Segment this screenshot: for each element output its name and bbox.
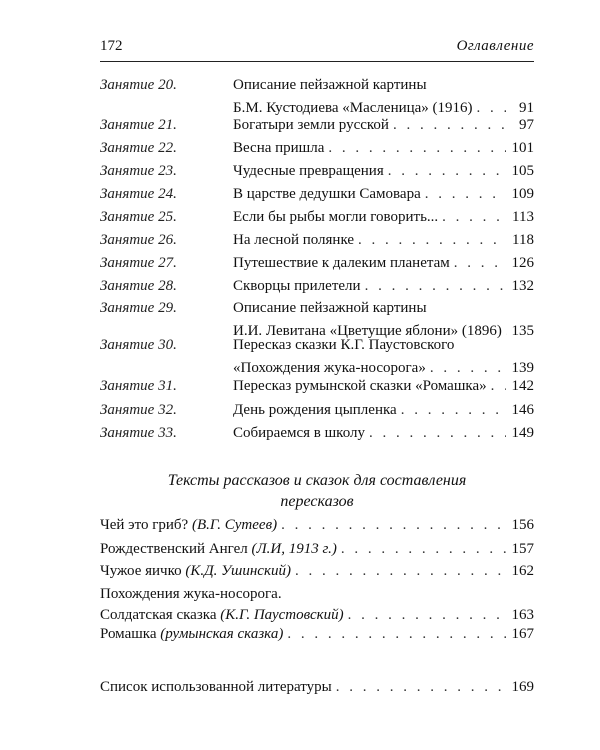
lesson-title: И.И. Левитана «Цветущие яблони» (1896) bbox=[233, 323, 502, 339]
toc-entry-lesson-29[interactable] bbox=[100, 299, 534, 339]
page-header bbox=[100, 38, 534, 60]
lesson-title: Путешествие к далеким планетам bbox=[233, 255, 450, 271]
lesson-number: Занятие 32. bbox=[100, 402, 177, 418]
toc-entry-text-2[interactable] bbox=[100, 540, 534, 559]
toc-entry-lesson-30[interactable] bbox=[100, 336, 534, 376]
leader-dots bbox=[393, 116, 506, 135]
lesson-title: На лесной полянке bbox=[233, 232, 355, 248]
page-ref: 118 bbox=[512, 232, 534, 248]
leader-dots bbox=[388, 162, 506, 181]
lesson-number: Занятие 28. bbox=[100, 278, 177, 294]
leader-dots bbox=[336, 678, 506, 697]
leader-dots bbox=[430, 359, 506, 378]
toc-entry-text-4[interactable] bbox=[100, 585, 534, 625]
text-author: (К.Г. Паустовский) bbox=[220, 607, 344, 623]
page-ref: 126 bbox=[511, 255, 534, 271]
text-title: Ромашка bbox=[100, 626, 157, 642]
lesson-title: Пересказ румынской сказки «Ромашка» bbox=[233, 378, 487, 394]
leader-dots bbox=[287, 625, 506, 644]
bibliography-title: Список использованной литературы bbox=[100, 679, 332, 695]
page-ref: 91 bbox=[519, 100, 534, 116]
lesson-number: Занятие 21. bbox=[100, 117, 177, 133]
lesson-number: Занятие 24. bbox=[100, 186, 177, 202]
lesson-number: Занятие 25. bbox=[100, 209, 177, 225]
page-ref: 149 bbox=[511, 425, 534, 441]
leader-dots bbox=[454, 254, 506, 273]
page-ref: 132 bbox=[511, 278, 534, 294]
page-ref: 162 bbox=[511, 563, 534, 579]
text-author: (румынская сказка) bbox=[160, 626, 284, 642]
section-heading-line1: Тексты рассказов и сказок для составления bbox=[167, 472, 467, 489]
lesson-number: Занятие 22. bbox=[100, 140, 177, 156]
leader-dots bbox=[425, 185, 506, 204]
section-heading bbox=[100, 470, 534, 512]
page-ref: 156 bbox=[511, 517, 534, 533]
lesson-title-line1: Описание пейзажной картины bbox=[233, 300, 427, 316]
lesson-title: Богатыри земли русской bbox=[233, 117, 389, 133]
lesson-title: Если бы рыбы могли говорить... bbox=[233, 209, 439, 225]
text-title-line1: Похождения жука-носорога. bbox=[100, 586, 282, 602]
header-rule bbox=[100, 61, 534, 62]
lesson-title: День рождения цыпленка bbox=[233, 402, 397, 418]
toc-entry-text-1[interactable] bbox=[100, 516, 534, 535]
leader-dots bbox=[369, 424, 506, 443]
page-ref: 105 bbox=[511, 163, 534, 179]
lesson-number: Занятие 27. bbox=[100, 255, 177, 271]
page-ref: 157 bbox=[511, 541, 534, 557]
lesson-number: Занятие 31. bbox=[100, 378, 177, 394]
leader-dots bbox=[358, 231, 506, 250]
lesson-number: Занятие 23. bbox=[100, 163, 177, 179]
page-ref: 163 bbox=[511, 607, 534, 623]
leader-dots bbox=[401, 401, 506, 420]
page-ref: 109 bbox=[511, 186, 534, 202]
lesson-number: Занятие 29. bbox=[100, 300, 177, 316]
page-number: 172 bbox=[100, 38, 123, 54]
leader-dots bbox=[442, 208, 506, 227]
toc-entry-text-3[interactable] bbox=[100, 562, 534, 581]
leader-dots bbox=[491, 377, 506, 396]
text-title: Рождественский Ангел bbox=[100, 541, 248, 557]
page-ref: 139 bbox=[511, 360, 534, 376]
leader-dots bbox=[341, 540, 506, 559]
lesson-number: Занятие 33. bbox=[100, 425, 177, 441]
lesson-title-line1: Описание пейзажной картины bbox=[233, 77, 427, 93]
lesson-title: Весна пришла bbox=[233, 140, 325, 156]
leader-dots bbox=[348, 606, 506, 625]
running-title: Оглавление bbox=[456, 38, 534, 54]
lesson-number: Занятие 26. bbox=[100, 232, 177, 248]
page-ref: 135 bbox=[511, 323, 534, 339]
leader-dots bbox=[365, 277, 506, 296]
page-ref: 97 bbox=[519, 117, 534, 133]
lesson-title: Б.М. Кустодиева «Масленица» (1916) bbox=[233, 100, 473, 116]
toc-entry-text-5[interactable] bbox=[100, 625, 534, 644]
lesson-title: Собираемся в школу bbox=[233, 425, 365, 441]
text-author: (К.Д. Ушинский) bbox=[185, 563, 291, 579]
text-title: Чужое яичко bbox=[100, 563, 182, 579]
lesson-number: Занятие 20. bbox=[100, 77, 177, 93]
page-ref: 167 bbox=[511, 626, 534, 642]
text-author: (В.Г. Сутеев) bbox=[191, 517, 278, 533]
lesson-number: Занятие 30. bbox=[100, 337, 177, 353]
page-ref: 169 bbox=[511, 679, 534, 695]
lesson-title: Чудесные превращения bbox=[233, 163, 384, 179]
section-heading-line2: пересказов bbox=[280, 493, 354, 510]
lesson-title-line1: Пересказ сказки К.Г. Паустовского bbox=[233, 337, 455, 353]
leader-dots bbox=[281, 516, 506, 535]
page-ref: 142 bbox=[511, 378, 534, 394]
page-ref: 146 bbox=[511, 402, 534, 418]
lesson-title: В царстве дедушки Самовара bbox=[233, 186, 421, 202]
text-author: (Л.И, 1913 г.) bbox=[251, 541, 337, 557]
toc-entry-bibliography[interactable] bbox=[100, 678, 534, 697]
leader-dots bbox=[295, 562, 506, 581]
lesson-title: «Похождения жука-носорога» bbox=[233, 360, 426, 376]
leader-dots bbox=[328, 139, 506, 158]
lesson-title: Скворцы прилетели bbox=[233, 278, 361, 294]
text-title: Чей это гриб? bbox=[100, 517, 189, 533]
page-ref: 113 bbox=[512, 209, 534, 225]
page-ref: 101 bbox=[511, 140, 534, 156]
toc-entry-lesson-20[interactable] bbox=[100, 76, 534, 116]
text-title: Солдатская сказка bbox=[100, 607, 217, 623]
